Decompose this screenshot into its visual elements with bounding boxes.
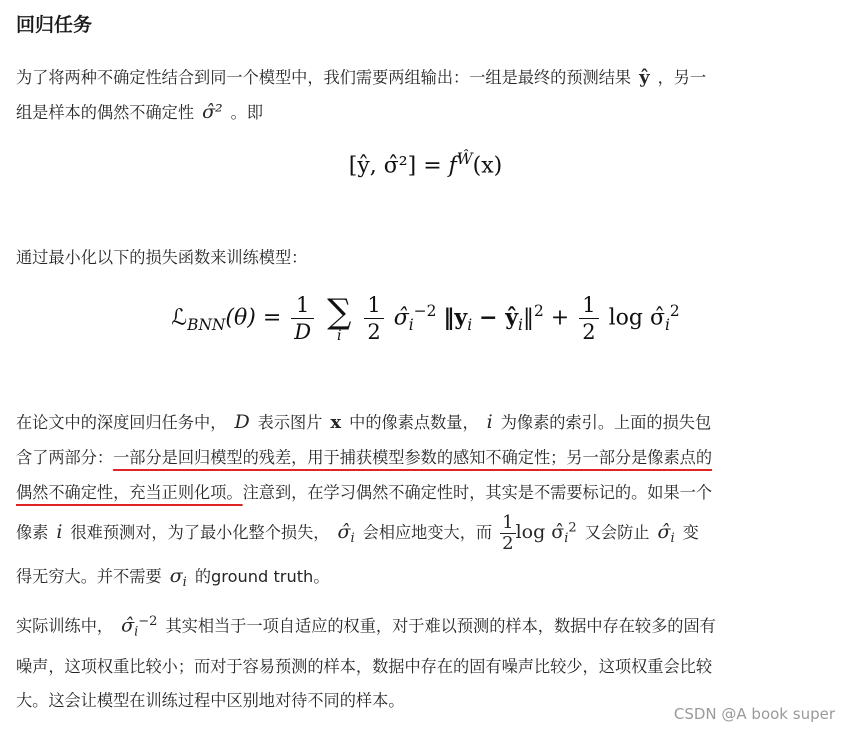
symbol-sigma-hat-i-inv2: σ̂ bbox=[121, 614, 135, 637]
sigma-sup: −2 bbox=[413, 302, 437, 321]
p3-l4-a: 像素 bbox=[16, 523, 49, 543]
explanation-paragraph bbox=[16, 405, 828, 600]
symbol-sigma-hat-i-2: σ̂ bbox=[657, 521, 671, 544]
sum-sign: ∑ bbox=[327, 291, 352, 332]
p3-l5-a: 得无穷大。并不需要 bbox=[16, 566, 162, 586]
frac-num: 1 bbox=[295, 293, 310, 317]
eq2-log-term: log σ̂ bbox=[608, 305, 665, 331]
eq2-loss-sub: BNN bbox=[187, 315, 226, 334]
sigma-sub: i bbox=[134, 624, 139, 640]
frac-num: 1 bbox=[582, 293, 596, 317]
frac-den: D bbox=[291, 318, 314, 345]
eq1-weights-sup: Ŵ bbox=[456, 150, 473, 168]
p4-l1-b: 其实相当于一项自适应的权重，对于难以预测的样本，数据中存在较多的固有 bbox=[165, 616, 716, 636]
log-i-sub: i bbox=[564, 531, 569, 547]
symbol-sigma-i: σ bbox=[169, 564, 183, 587]
eq1-function: f bbox=[448, 153, 457, 179]
sigma-sup: −2 bbox=[138, 614, 158, 629]
log-sup-inline: 2 bbox=[568, 521, 577, 536]
p3-l1-b: 表示图片 bbox=[257, 413, 323, 432]
symbol-x: x bbox=[330, 412, 342, 433]
frac-den: 2 bbox=[579, 318, 598, 345]
inline-frac-num: 1 bbox=[502, 512, 514, 534]
log-sub: i bbox=[664, 315, 670, 334]
training-paragraph bbox=[16, 605, 828, 718]
sum-index: i bbox=[336, 327, 342, 344]
eq2-loss-symbol: ℒ bbox=[171, 305, 188, 331]
norm-sup: 2 bbox=[533, 302, 544, 321]
sigma-i-sub-2: i bbox=[670, 531, 675, 547]
p3-l4-d: 又会防止 bbox=[584, 523, 650, 543]
eq2-theta: (θ) bbox=[225, 305, 256, 331]
p3-l1-a: 在论文中的深度回归任务中， bbox=[16, 413, 227, 432]
eq2-minus-yhat: − ŷ bbox=[479, 304, 519, 331]
section-heading: 回归任务 bbox=[16, 14, 93, 36]
sigma-sub: i bbox=[408, 315, 414, 334]
watermark: CSDN @A book super bbox=[673, 705, 835, 723]
loss-intro-paragraph: 通过最小化以下的损失函数来训练模型： bbox=[16, 248, 308, 267]
eq1-argument: (x) bbox=[472, 153, 503, 179]
p3-l1-c: 中的像素点数量， bbox=[349, 413, 479, 432]
p4-l3: 大。这会让模型在训练过程中区别地对待不同的样本。 bbox=[16, 690, 405, 710]
p4-l1-a: 实际训练中， bbox=[16, 616, 114, 636]
eq2-plus: + bbox=[550, 305, 570, 331]
loss-equation bbox=[0, 292, 851, 345]
intro-paragraph bbox=[16, 61, 828, 130]
frac-den: 2 bbox=[364, 318, 383, 345]
symbol-sigma-hat-i: σ̂ bbox=[337, 521, 351, 544]
symbol-y-hat: ŷ bbox=[639, 67, 650, 88]
eq2-frac-half-2 bbox=[579, 292, 598, 345]
p3-l2-a: 含了两部分： bbox=[16, 448, 114, 467]
intro-text-c: 组是样本的偶然不确定性 bbox=[16, 103, 195, 122]
eq2-frac-half bbox=[364, 292, 383, 345]
p3-l5-b: 的ground truth。 bbox=[194, 566, 330, 586]
eq2-summation bbox=[327, 291, 352, 344]
symbol-i: i bbox=[486, 411, 493, 433]
symbol-D: D bbox=[234, 411, 250, 433]
eq2-equals: = bbox=[262, 305, 282, 331]
intro-text-b: ，另一 bbox=[657, 68, 707, 87]
yhat-sub: i bbox=[518, 315, 523, 334]
sigma-i-sub: i bbox=[350, 531, 355, 547]
eq2-norm-close: ‖ bbox=[522, 305, 534, 331]
intro-text-a: 为了将两种不确定性结合到同一个模型中，我们需要两组输出：一组是最终的预测结果 bbox=[16, 68, 632, 87]
highlighted-text-1: 一部分是回归模型的残差，用于捕获模型参数的感知不确定性；另一部分是像素点的 bbox=[113, 448, 713, 467]
eq2-frac-1-over-D bbox=[291, 292, 314, 345]
inline-frac-half bbox=[500, 513, 515, 554]
output-equation bbox=[0, 150, 851, 178]
inline-frac-den: 2 bbox=[502, 533, 514, 555]
highlighted-text-2: 偶然不确定性，充当正则化项。 bbox=[16, 483, 243, 502]
eq2-norm-open: ‖y bbox=[443, 304, 468, 331]
log-sup: 2 bbox=[669, 302, 680, 321]
eq2-sigma-term: σ̂ bbox=[393, 305, 409, 331]
p3-l4-c: 会相应地变大，而 bbox=[362, 523, 493, 543]
p3-l1-d: 为像素的索引。上面的损失包 bbox=[500, 413, 712, 432]
p4-l2: 噪声，这项权重比较小；而对于容易预测的样本，数据中存在的固有噪声比较少，这项权重会比较 bbox=[16, 656, 713, 676]
p3-l4-b: 很难预测对，为了最小化整个损失， bbox=[70, 523, 330, 543]
frac-num: 1 bbox=[367, 293, 381, 317]
norm-sub: i bbox=[467, 315, 473, 334]
eq1-equals: = bbox=[423, 153, 442, 179]
symbol-sigma-hat-squared: σ̂² bbox=[202, 101, 223, 123]
inline-log-term: log σ̂ bbox=[515, 521, 565, 544]
eq1-lhs: [ŷ, σ̂²] bbox=[348, 153, 417, 179]
p3-l3-b: 注意到，在学习偶然不确定性时，其实是不需要标记的。如果一个 bbox=[242, 483, 713, 502]
sigma-sub: i bbox=[182, 574, 187, 590]
symbol-i-2: i bbox=[56, 521, 63, 544]
intro-text-d: 。即 bbox=[230, 103, 264, 122]
p3-l4-e: 变 bbox=[682, 523, 699, 543]
